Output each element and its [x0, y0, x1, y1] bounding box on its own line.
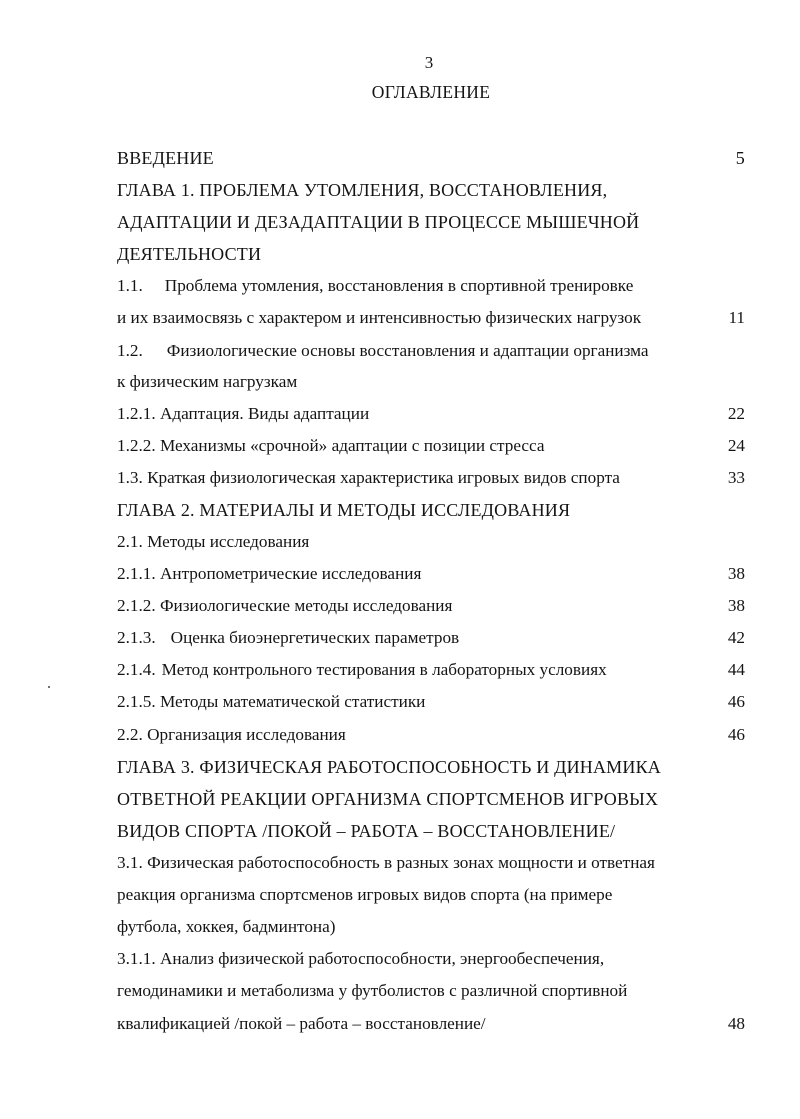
- toc-section-2-1-5[interactable]: [117, 689, 745, 715]
- toc-section-3-1-line-1[interactable]: [117, 850, 745, 876]
- toc-section-2-1-1[interactable]: [117, 561, 745, 587]
- toc-entry-text: ОТВЕТНОЙ РЕАКЦИИ ОРГАНИЗМА СПОРТСМЕНОВ ИГРОВЫХ: [117, 789, 659, 809]
- toc-entry-text: 2.1.5. Методы математической статистики: [117, 692, 426, 711]
- toc-entry-text: к физическим нагрузкам: [117, 372, 298, 391]
- toc-chapter-3-line-2[interactable]: [117, 786, 745, 812]
- page-number: 3: [424, 53, 434, 72]
- toc-entry-text: ДЕЯТЕЛЬНОСТИ: [117, 244, 262, 264]
- toc-entry-text: 2.1. Методы исследования: [117, 532, 310, 551]
- toc-entry-text: ВВЕДЕНИЕ: [117, 148, 214, 168]
- toc-page-number: 24: [727, 436, 745, 455]
- toc-entry-number: 1.1.: [117, 276, 143, 295]
- toc-entry-text: Оценка биоэнергетических параметров: [170, 628, 460, 647]
- toc-entry-number: 2.1.3.: [117, 628, 156, 647]
- page-title: ОГЛАВЛЕНИЕ: [371, 82, 491, 102]
- toc-page-number: 42: [727, 628, 745, 647]
- toc-entry-text: 2.2. Организация исследования: [117, 725, 346, 744]
- toc-entry-text: 3.1.1. Анализ физической работоспособности, энергообеспечения,: [117, 949, 605, 968]
- scan-speck: [48, 686, 50, 688]
- toc-chapter-3-line-1[interactable]: [117, 754, 745, 780]
- toc-page-number: 46: [727, 692, 745, 711]
- toc-section-1-2-line-2[interactable]: [117, 369, 745, 395]
- toc-entry-text: и их взаимосвязь с характером и интенсивностью физических нагрузок: [117, 308, 642, 327]
- toc-entry-text: Метод контрольного тестирования в лабораторных условиях: [161, 660, 607, 679]
- toc-entry-text: АДАПТАЦИИ И ДЕЗАДАПТАЦИИ В ПРОЦЕССЕ МЫШЕЧНОЙ: [117, 212, 640, 232]
- toc-entry-text: Проблема утомления, восстановления в спортивной тренировке: [164, 276, 634, 295]
- toc-entry-number: 1.2.: [117, 341, 143, 360]
- toc-page-number: 38: [727, 564, 745, 583]
- toc-entry-text: ГЛАВА 2. МАТЕРИАЛЫ И МЕТОДЫ ИССЛЕДОВАНИЯ: [117, 500, 571, 520]
- toc-chapter-2[interactable]: [117, 497, 745, 523]
- toc-entry-intro[interactable]: [117, 145, 745, 171]
- toc-page-number: 11: [728, 308, 745, 327]
- toc-section-2-1-4[interactable]: [117, 657, 745, 683]
- toc-chapter-1-line-3[interactable]: [117, 241, 745, 267]
- toc-section-1-2-1[interactable]: [117, 401, 745, 427]
- toc-section-3-1-1-line-3[interactable]: [117, 1011, 745, 1037]
- toc-entry-text: ГЛАВА 3. ФИЗИЧЕСКАЯ РАБОТОСПОСОБНОСТЬ И ДИНАМИКА: [117, 757, 661, 777]
- toc-section-2-1-2[interactable]: [117, 593, 745, 619]
- toc-entry-text: 1.2.2. Механизмы «срочной» адаптации с позиции стресса: [117, 436, 545, 455]
- toc-entry-text: футбола, хоккея, бадминтона): [117, 917, 336, 936]
- toc-section-2-1-3[interactable]: [117, 625, 745, 651]
- toc-entry-text: 3.1. Физическая работоспособность в разных зонах мощности и ответная: [117, 853, 655, 872]
- toc-section-3-1-line-3[interactable]: [117, 914, 745, 940]
- toc-section-3-1-1-line-2[interactable]: [117, 978, 745, 1004]
- toc-entry-text: квалификацией /покой – работа – восстановление/: [117, 1014, 486, 1033]
- toc-page-number: 38: [727, 596, 745, 615]
- toc-entry-text: 1.3. Краткая физиологическая характеристика игровых видов спорта: [117, 468, 620, 487]
- toc-page-number: 48: [727, 1014, 745, 1033]
- toc-entry-number: 2.1.4.: [117, 660, 156, 679]
- toc-section-1-2-line-1[interactable]: [117, 338, 745, 364]
- toc-page-number: 44: [727, 660, 745, 679]
- toc-entry-text: ГЛАВА 1. ПРОБЛЕМА УТОМЛЕНИЯ, ВОССТАНОВЛЕНИЯ,: [117, 180, 608, 200]
- toc-section-2-2[interactable]: [117, 722, 745, 748]
- toc-entry-text: 2.1.1. Антропометрические исследования: [117, 564, 422, 583]
- toc-chapter-1-line-2[interactable]: [117, 209, 745, 235]
- toc-section-3-1-line-2[interactable]: [117, 882, 745, 908]
- toc-entry-text: 1.2.1. Адаптация. Виды адаптации: [117, 404, 370, 423]
- toc-entry-text: реакция организма спортсменов игровых видов спорта (на примере: [117, 885, 613, 904]
- toc-section-3-1-1-line-1[interactable]: [117, 946, 745, 972]
- toc-section-1-2-2[interactable]: [117, 433, 745, 459]
- toc-entry-text: Физиологические основы восстановления и адаптации организма: [166, 341, 649, 360]
- toc-entry-text: ВИДОВ СПОРТА /ПОКОЙ – РАБОТА – ВОССТАНОВЛЕНИЕ/: [117, 821, 616, 841]
- toc-page-number: 33: [727, 468, 745, 487]
- toc-chapter-1-line-1[interactable]: [117, 177, 745, 203]
- toc-section-1-1-line-1[interactable]: [117, 273, 745, 299]
- toc-section-2-1[interactable]: [117, 529, 745, 555]
- toc-page-number: 5: [735, 148, 745, 168]
- toc-section-1-3[interactable]: [117, 465, 745, 491]
- toc-entry-text: 2.1.2. Физиологические методы исследования: [117, 596, 453, 615]
- toc-section-1-1-line-2[interactable]: [117, 305, 745, 331]
- toc-page-number: 22: [727, 404, 745, 423]
- toc-page-number: 46: [727, 725, 745, 744]
- toc-entry-text: гемодинамики и метаболизма у футболистов с различной спортивной: [117, 981, 628, 1000]
- toc-chapter-3-line-3[interactable]: [117, 818, 745, 844]
